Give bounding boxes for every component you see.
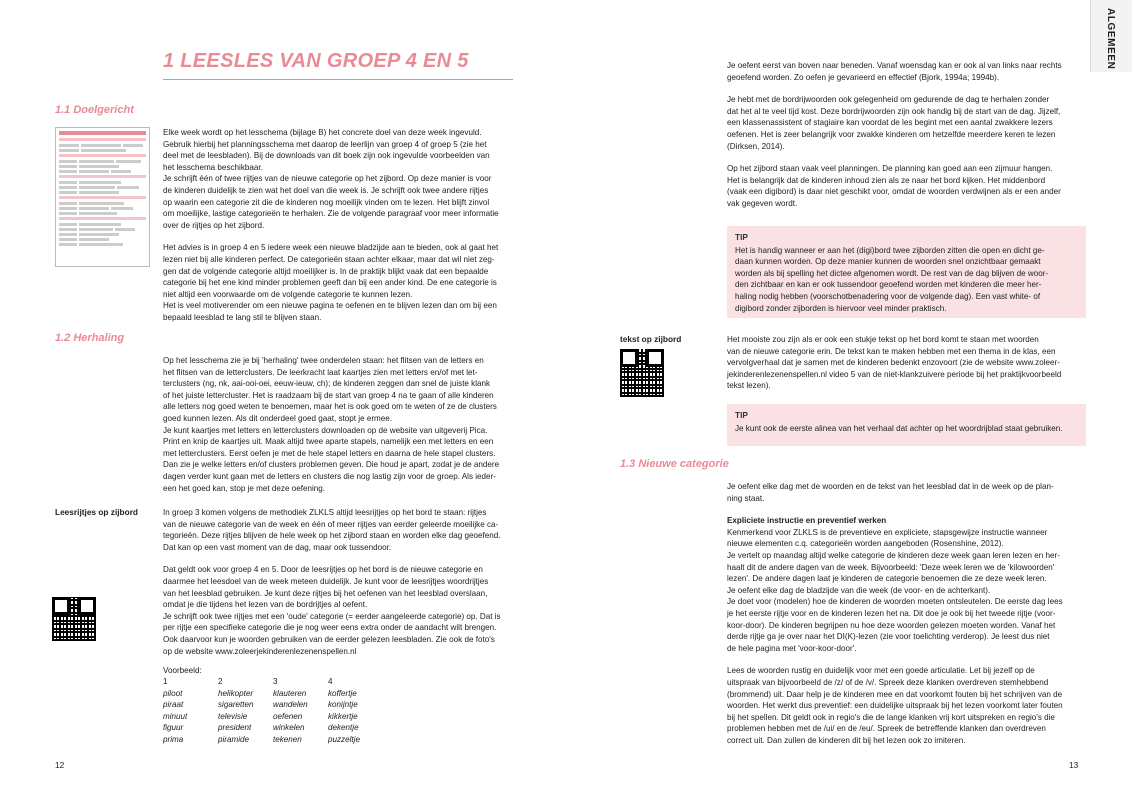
table-row [163, 711, 383, 723]
text-line: (Dirksen, 2014). [727, 141, 785, 151]
table-row [163, 722, 383, 734]
text-line: Print en knip de kaartjes uit. Maak altijd twee aparte stapels, namelijk een met letters en een [163, 437, 494, 447]
text-line: Het mooiste zou zijn als er ook een stukje tekst op het bord komt te staan met woorden [727, 335, 1039, 344]
text-line: nieuwe elementen c.q. categorieën worden aangeboden (Rosenshine, 2012). [727, 539, 1004, 549]
text-line: Ook daarvoor kun je woorden gebruiken van de eerder gelezen leesbladen. Zie ook de foto's [163, 634, 495, 644]
text-line: van de nieuwe categorie erin. De tekst kan te maken hebben met een thema in de klas, een [727, 346, 1056, 356]
table-cell: sigaretten [218, 700, 254, 709]
qr-code-icon[interactable] [52, 597, 96, 641]
text-line: geoefend worden. Zo oefen je gevarieerd en effectief (Bjork, 1994a; 1994b). [727, 72, 1000, 82]
table-cell: president [218, 723, 252, 732]
text-line: goed kunnen lezen. Als dit onderdeel goed gaat, stopt je ermee. [163, 413, 393, 423]
text-line: de kinderen duidelijk te zien wat het doel van die week is. Je schrijft ook twee andere rijtjes [163, 185, 489, 195]
text-line: digibord zonder zijborden is hiervoor veel minder praktisch. [735, 303, 947, 313]
qr-code-icon[interactable] [620, 349, 664, 397]
text-line: de hele pagina met 'voor-koor-door'. [727, 643, 857, 653]
table-cell: tekenen [273, 734, 302, 744]
text-line: Je kunt ook de eerste alinea van het verhaal dat achter op het woordrijblad staat gebruiken. [735, 423, 1063, 433]
text-line: Je schrijft één of twee rijtjes van de nieuwe categorie op het zijbord. Op deze manier is voor [163, 174, 492, 184]
text-line: gen dat de volgende categorie altijd moeilijker is. In de praktijk blijkt vaak dat een bepaalde [163, 266, 489, 276]
table-row [163, 699, 383, 711]
text-line: vervolgverhaal dat je samen met de kinderen bedenkt enzovoort (zie de website www.zoleer- [727, 358, 1060, 368]
table-header-cell: 4 [328, 677, 333, 686]
right-page [566, 0, 1132, 800]
text-line: Je hebt met de bordrijwoorden ook gelegenheid om gedurende de dag te herhalen zonder [727, 95, 1050, 105]
text-line: derde rijtje ga je over naar het DI(K)-lezen (zie voor toelichting verderop). Je leest dus niet [727, 632, 1050, 642]
text-line: Dan zie je welke letters en/of clusters problemen geven. Die houd je apart, zodat je de andere [163, 460, 500, 470]
table-cell: piraat [163, 700, 184, 709]
text-line: (vaak een digibord) is daar niet geschikt voor, omdat de woorden verdwijnen als er een ander [727, 187, 1061, 197]
text-line: terclusters (ng, nk, aai-ooi-oei, eeuw-ieuw, ch); de kinderen zeggen dan snel de juiste klank [163, 379, 491, 389]
table-cell: piramide [218, 734, 250, 744]
page-number-left: 12 [55, 760, 65, 770]
text-line: (brommend) uit. Daar help je de kinderen mee en dat voorkomt fouten bij het schrijven van de [727, 689, 1063, 699]
text-line: daarmee het leesdoel van de week meteen duidelijk. Je kunt voor de leesrijtjes woordrijtjes [163, 576, 489, 586]
text-line: Op het zijbord staan vaak veel planningen. De planning kan goed aan een zijmuur hangen. [727, 164, 1053, 174]
text-line: of het juiste lettercluster. Het is raadzaam bij de start van groep 4 na te gaan of alle kinderen [163, 390, 494, 400]
table-row [163, 734, 383, 746]
text-line: met letterclusters. Eerst oefen je met de hele stapel letters en daarna de hele stapel clusters. [163, 448, 496, 458]
text-line: deel met de leesbladen). Bij de downloads van dit boek zijn ook ingevulde voorbeelden van [163, 151, 490, 161]
text-line: Elke week wordt op het lesschema (bijlage B) het concrete doel van deze week ingevuld. [163, 128, 482, 137]
text-line: het lesschema beschikbaar. [163, 162, 263, 172]
text-line: het flitsen van de letterclusters. De leerkracht laat kaartjes zien met letters en/of met let- [163, 367, 478, 377]
subheading-expliciete-instructie: Expliciete instructie en preventief werken [727, 516, 887, 526]
section-heading-nieuwe-categorie: 1.3 Nieuwe categorie [620, 458, 729, 470]
doelgericht-paragraph [163, 127, 515, 324]
text-line: Je schrijft ook twee rijtjes met een 'oude' categorie (= eerder aangeleerde categorie) op. Dat is [163, 611, 501, 621]
text-line: Gebruik hierbij het planningsschema met daarop de leerlijn van groep 4 of groep 5 (zie het [163, 139, 487, 149]
text-line: ning staat. [727, 493, 765, 503]
section-heading-herhaling: 1.2 Herhaling [55, 332, 125, 344]
text-line: bepaald leesblad te lang stil te blijven staan. [163, 312, 322, 322]
leesrijtjes-paragraph [163, 507, 515, 657]
text-line: uitspraak van bijvoorbeeld de /z/ of de /v/. Spreek deze klanken overdreven stemhebbend [727, 677, 1049, 687]
text-line: In groep 3 komen volgens de methodiek ZLKLS altijd leesrijtjes op het bord te staan: rijtjes [163, 508, 487, 517]
text-line: Op het lesschema zie je bij 'herhaling' twee onderdelen staan: het flitsen van de letters en [163, 356, 484, 365]
table-header-row [163, 676, 383, 688]
text-line: Je oefent elke dag de bladzijde van die week (de voor- en de achterkant). [727, 585, 991, 595]
text-line: over de rijtjes op het zijbord. [163, 220, 265, 230]
text-line: dat het al te veel tijd kost. Deze bordrijwoorden zijn ook handig bij de start van de dag. Jijzelf, [727, 106, 1061, 116]
section-tab-algemeen[interactable] [1090, 0, 1132, 72]
text-line: Kenmerkend voor ZLKLS is de preventieve en expliciete, stapsgewijze instructie wanneer [727, 527, 1048, 537]
table-cell: piloot [163, 688, 183, 698]
text-line: alle letters nog goed weten te benoemen, maar het is ook goed om te weten of ze de clusters [163, 402, 497, 412]
text-line: per rijtje een specifieke categorie die je nog weer eens extra onder de aandacht wilt brengen. [163, 623, 497, 633]
tekst-op-zijbord-paragraph [727, 334, 1087, 392]
text-line: niet altijd een voorwaarde om de volgende categorie te kunnen lezen. [163, 289, 413, 299]
lesschema-thumbnail [55, 127, 150, 267]
text-line: woorden. Het werkt dus preventief: een duidelijke uitspraak bij het lezen voorkomt later fouten [727, 701, 1063, 711]
side-label-tekst-op-zijbord: tekst op zijbord [620, 334, 682, 344]
text-line: problemen hebben met de /ui/ en de /eu/. Spreek de betreffende klanken dan overdreven [727, 724, 1046, 734]
voorbeeld-label: Voorbeeld: [163, 666, 202, 675]
tip-label: TIP [735, 410, 748, 420]
text-line: daan kunnen worden. Op deze manier kunnen de woorden snel onzichtbaar gemaakt [735, 257, 1041, 267]
text-line: categorie bij het ene kind minder problemen geeft dan bij een ander kind. De ene categorie is [163, 278, 497, 288]
tip-box-zijborden [727, 226, 1086, 318]
table-cell: oefenen [273, 711, 303, 721]
text-line: correct uit. Dan zullen de kinderen dit bij het lezen ook zo imiteren. [727, 735, 966, 745]
text-line: Het is handig wanneer er aan het (digi)bord twee zijborden zitten die open en dicht ge- [735, 245, 1045, 255]
text-line: den zichtbaar en kan er ook tussendoor geoefend worden met kinderen die meer her- [735, 280, 1042, 290]
text-line: Het advies is in groep 4 en 5 iedere week een nieuwe bladzijde aan te bieden, ook al gaat het [163, 243, 499, 253]
text-line: op de website www.zoleerjekinderenlezenenspellen.nl [163, 646, 357, 656]
text-line: vak gegeven wordt. [727, 198, 798, 208]
text-line: jekinderenlezenenspellen.nl video 5 van de niet-klankzuivere periode bij het praktijkvoorbeeld [727, 369, 1062, 379]
section-tab-label: ALGEMEEN [1105, 8, 1116, 70]
text-line: lezen'. De andere dagen laat je kinderen de categorie benoemen die ze deze week leren. [727, 574, 1047, 584]
text-line: een klassenassistent of stagiaire kan voordat de les begint met een aantal zwakkere lezers [727, 118, 1053, 128]
nieuwe-categorie-paragraph [727, 481, 1087, 746]
text-line: oefenen. Het is zeer belangrijk voor zwakke kinderen om hetzelfde meerdere keren te lezen [727, 129, 1056, 139]
table-cell: konijntje [328, 700, 358, 709]
text-line: Lees de woorden rustig en duidelijk voor met een goede articulatie. Let bij jezelf op de [727, 666, 1035, 676]
table-header-cell: 3 [273, 677, 278, 686]
text-line: lezen niet bij alle kinderen perfect. De categorieën staan achter elkaar, maar dat wil niet zeg- [163, 254, 495, 264]
text-line: een het goed kan, stop je met deze oefening. [163, 483, 325, 493]
side-label-leesrijtjes: Leesrijtjes op zijbord [55, 507, 138, 517]
text-line: dagen verder kunt gaan met de letters en clusters die nog lastig zijn voor de groep. Als ieder- [163, 471, 496, 481]
text-line: Je kunt kaartjes met letters en letterclusters downloaden op de website van uitgeverij Pica. [163, 425, 488, 435]
table-cell: wandelen [273, 700, 308, 709]
text-line: Het is veel motiverender om een nieuwe pagina te oefenen en te blijven lezen dan om bij een [163, 301, 497, 311]
table-cell: prima [163, 734, 184, 744]
text-line: Dat geldt ook voor groep 4 en 5. Door de leesrijtjes op het bord is de nieuwe categorie en [163, 565, 483, 575]
chapter-title: 1 LEESLES VAN GROEP 4 EN 5 [163, 50, 469, 72]
table-cell: dekentje [328, 723, 359, 732]
table-row [163, 688, 383, 700]
table-cell: helikopter [218, 688, 254, 698]
table-cell: minuut [163, 711, 188, 721]
text-line: van het leesblad gebruiken. Je kunt deze rijtjes bij het oefenen van het leesblad overslaan, [163, 588, 488, 598]
tip-box-eerste-alinea [727, 404, 1086, 446]
text-line: om moeilijke, lastige categorieën te herhalen. Zie de volgende paragraaf voor meer informatie [163, 209, 499, 219]
tip-label: TIP [735, 232, 748, 242]
text-line: tegorieën. Deze rijtjes blijven de hele week op het zijbord staan en worden elke dag geoefend. [163, 531, 501, 541]
text-line: worden als bij spelling het dictee afgenomen wordt. De rest van de dag blijven de woor- [735, 268, 1049, 278]
text-line: Je oefent eerst van boven naar beneden. Vanaf woensdag kan er ook al van links naar rechts [727, 61, 1062, 70]
table-cell: koffertje [328, 688, 357, 698]
text-line: tekst lezen). [727, 381, 771, 391]
table-cell: klauteren [273, 688, 307, 698]
text-line: op waarin een categorie zit die de kinderen nog moeilijk vinden om te lezen. Het blijft zinvol [163, 197, 490, 207]
table-cell: figuur [163, 723, 184, 732]
text-line: koor-door). De kinderen begrijpen nu hoe deze woorden gelezen moeten worden. Vanaf het [727, 620, 1056, 630]
text-line: Je doet voor (modelen) hoe de kinderen de woorden moeten ontsleutelen. De eerste dag lees [727, 597, 1063, 607]
text-line: van de nieuwe categorie van de week en één of meer rijtjes van eerder geleerde moeilijke ca- [163, 519, 499, 529]
section-heading-doelgericht: 1.1 Doelgericht [55, 104, 134, 116]
voorbeeld-table [163, 676, 383, 745]
table-header-cell: 1 [163, 677, 168, 686]
text-line: haalt dit de andere dagen van de week. Bijvoorbeeld: 'Deze week leren we de 'kilowoorden' [727, 562, 1055, 572]
text-line: Het is belangrijk dat de kinderen inhoud zien als ze naar het bord kijken. Het middenbord [727, 175, 1046, 185]
text-line: Je vertelt op maandag altijd welke categorie de kinderen deze week gaan leren lezen en her- [727, 550, 1060, 560]
intro-paragraph [727, 60, 1087, 210]
title-divider [163, 79, 513, 80]
herhaling-paragraph [163, 355, 515, 494]
text-line: haling nodig hebben (voorschotbenadering voor de volgende dag). Een vast white- of [735, 291, 1041, 301]
table-cell: televisie [218, 711, 248, 721]
table-cell: puzzeltje [328, 734, 360, 744]
text-line: je het eerste rijtje voor en de kinderen lezen het na. Dit doe je ook bij het tweede rijtje (voor- [727, 608, 1056, 618]
text-line: omdat je die tijdens het lezen van de bordrijtjes al oefent. [163, 600, 368, 610]
text-line: Dat kan op een vast moment van de dag, maar ook tussendoor. [163, 542, 392, 552]
page-number-right: 13 [1069, 760, 1079, 770]
table-header-cell: 2 [218, 677, 223, 686]
table-cell: winkelen [273, 723, 305, 732]
text-line: bij het spellen. Dit geldt ook in regio's die de lange klanken vrij kort uitspreken en regio's die [727, 712, 1055, 722]
text-line: Je oefent elke dag met de woorden en de tekst van het leesblad dat in de week op de plan- [727, 482, 1054, 491]
table-cell: kikkertje [328, 711, 358, 721]
